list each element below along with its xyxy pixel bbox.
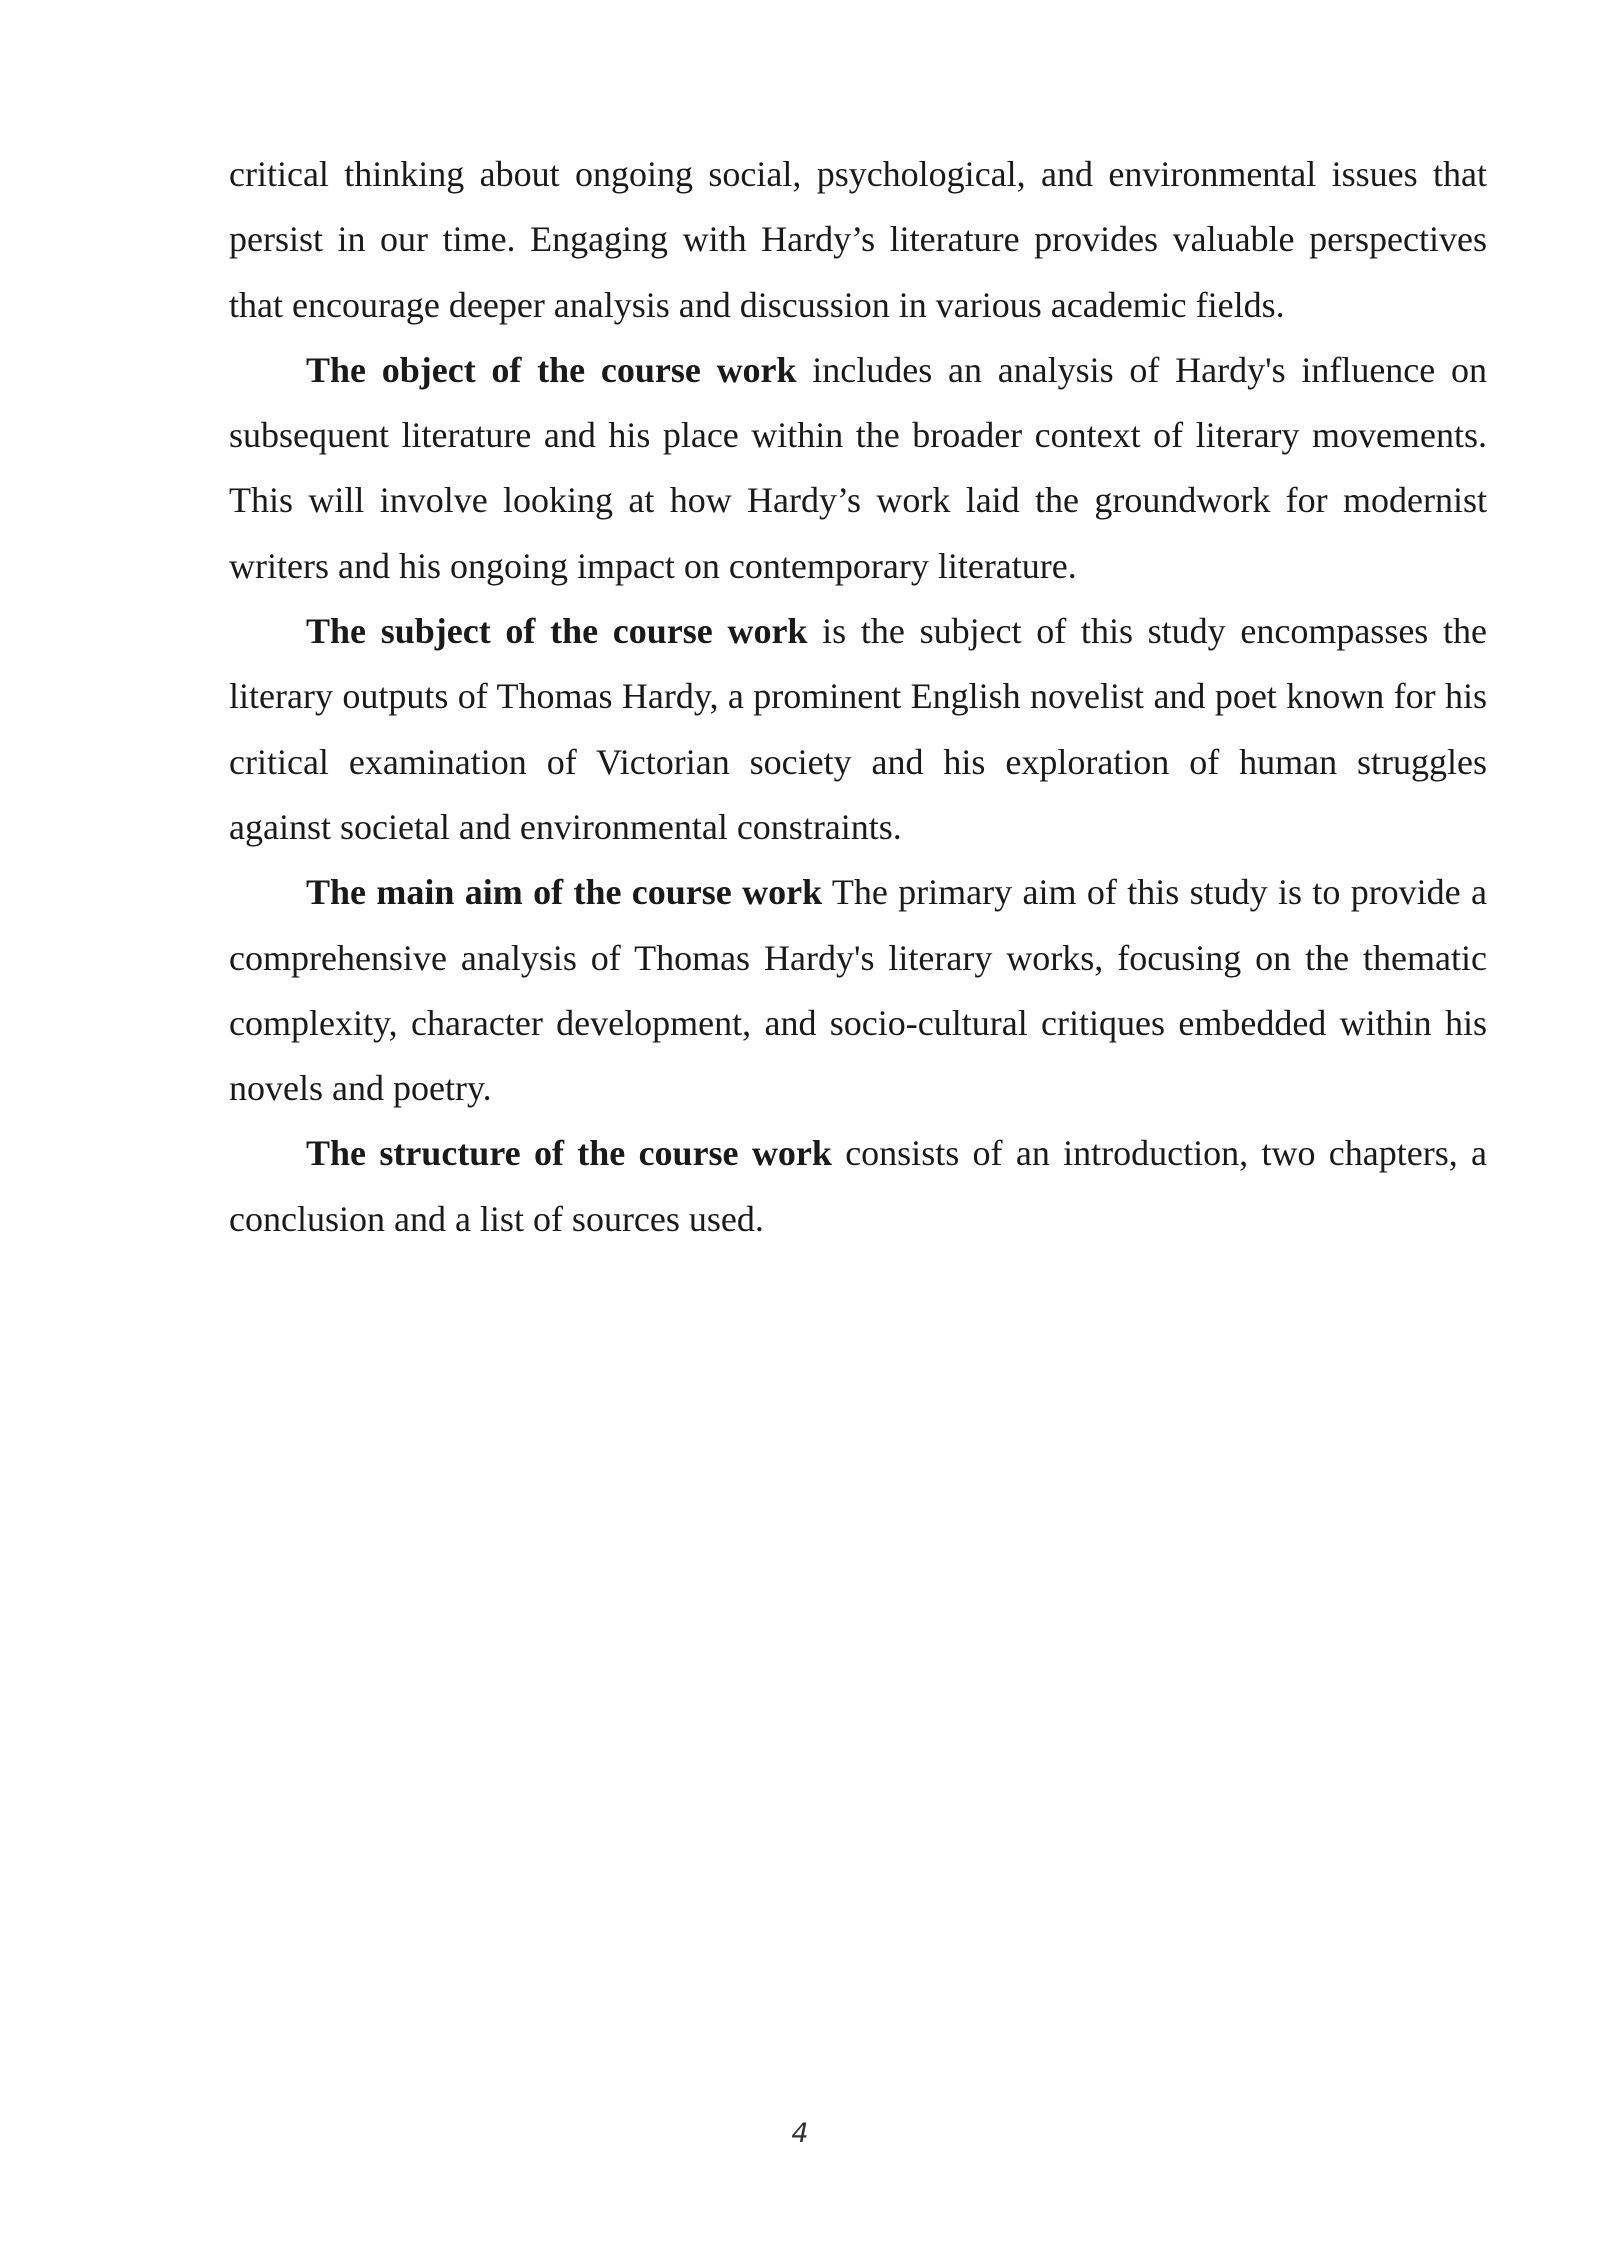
paragraph-text: includes an analysis of Hardy's influence on subsequent literature and his place within the broader context of literary movements. This will involve looking at how Hardy’s work laid the groundwork for modernist writers and his ongoing impact on contemporary literature. bbox=[229, 349, 1487, 586]
paragraph-lead: The object of the course work bbox=[306, 349, 797, 390]
paragraph-object bbox=[229, 338, 1487, 599]
paragraph-main-aim bbox=[229, 860, 1487, 1121]
paragraph-text: is the subject of this study encompasses the literary outputs of Thomas Hardy, a prominent English novelist and poet known for his critical examination of Victorian society and his exploration of human struggles against societal and environmental constraints. bbox=[229, 611, 1487, 847]
page-number: 4 bbox=[791, 2118, 809, 2149]
paragraph-text: critical thinking about ongoing social, psychological, and environmental issues that persist in our time. Engaging with Hardy’s literature provides valuable perspectives that encourage deeper analysis and discussion in various academic fields. bbox=[229, 154, 1487, 325]
paragraph-text: The primary aim of this study is to provide a comprehensive analysis of Thomas Hardy's literary works, focusing on the thematic complexity, character development, and socio-cultural critiques embedded within his novels and poetry. bbox=[229, 872, 1487, 1109]
paragraph-subject bbox=[229, 599, 1487, 860]
paragraph-continuation bbox=[229, 142, 1487, 338]
paragraph-lead: The main aim of the course work bbox=[306, 872, 823, 913]
paragraph-text: consists of an introduction, two chapters, a conclusion and a list of sources used. bbox=[229, 1133, 1488, 1239]
paragraph-lead: The subject of the course work bbox=[306, 611, 808, 652]
paragraph-lead: The structure of the course work bbox=[306, 1133, 832, 1174]
body-text bbox=[229, 142, 1487, 1252]
paragraph-structure bbox=[229, 1121, 1487, 1252]
